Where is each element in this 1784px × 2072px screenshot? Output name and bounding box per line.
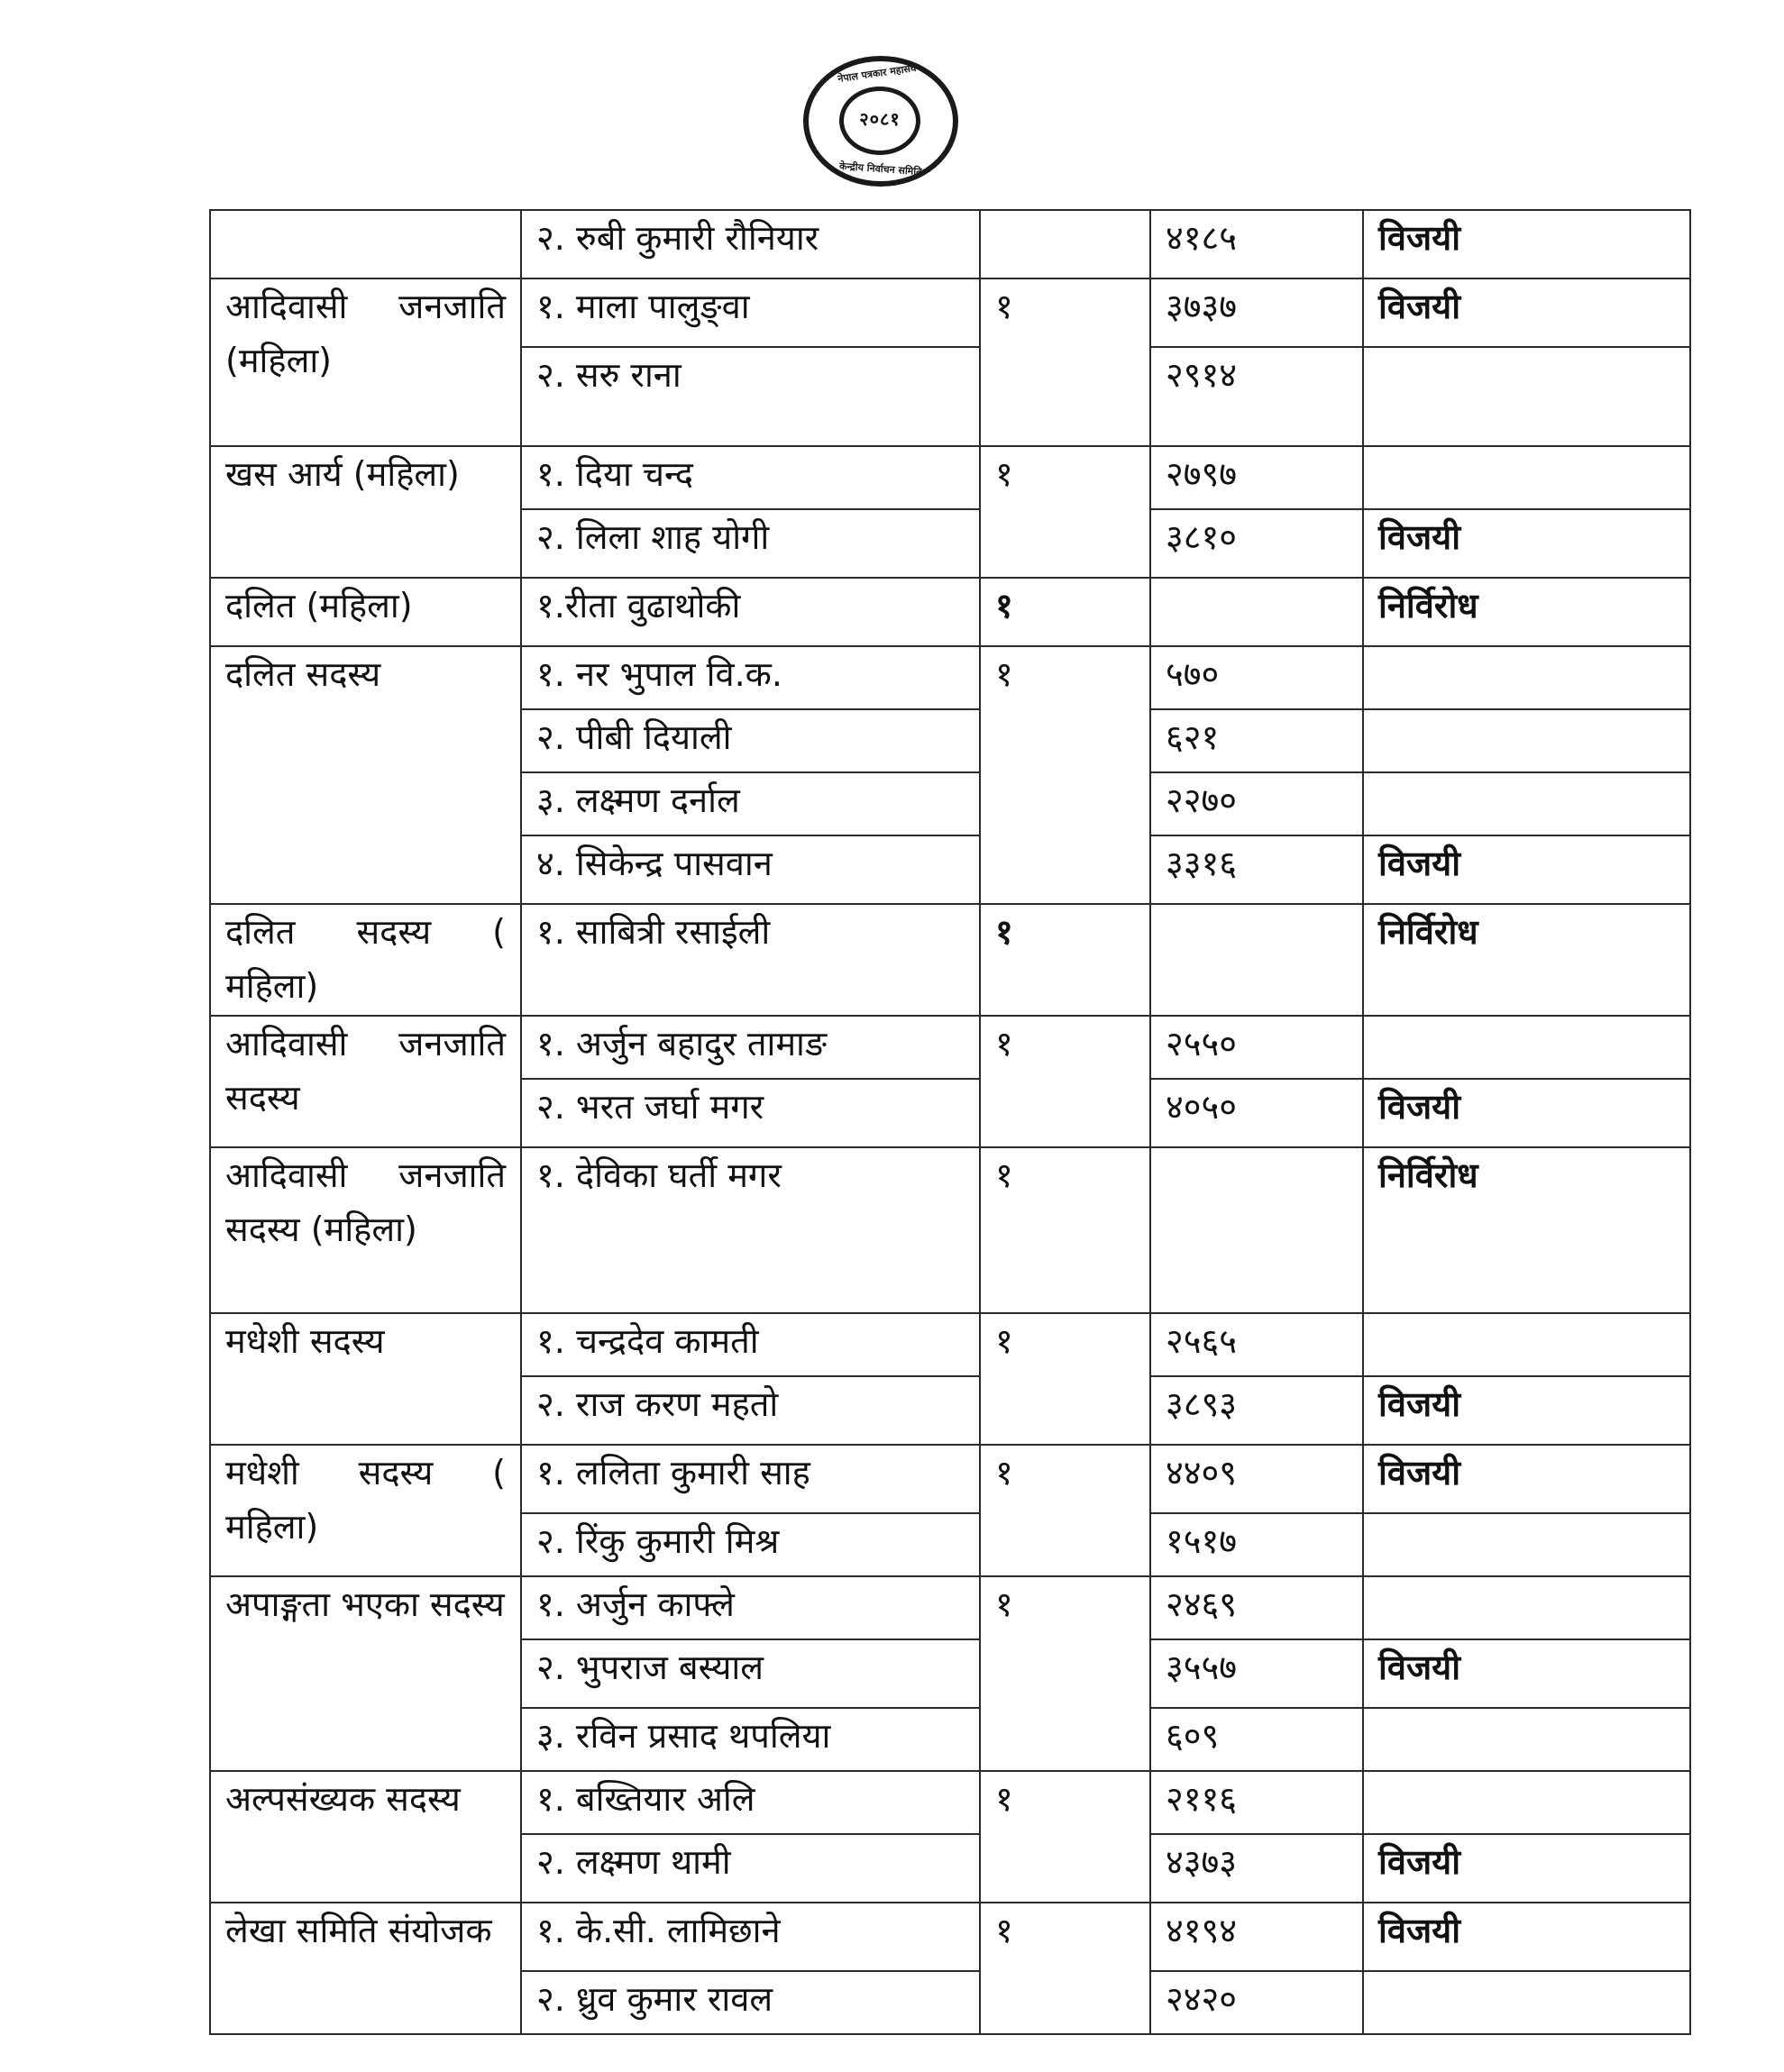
category-cell: आदिवासी जनजाति सदस्य xyxy=(210,1016,521,1147)
table-row xyxy=(210,578,1690,646)
candidate-name: २. रिंकु कुमारी मिश्र xyxy=(521,1513,980,1576)
table-row xyxy=(210,904,1690,1016)
vote-count: ६२१ xyxy=(1150,709,1363,772)
candidate-name: १. बख्तियार अलि xyxy=(521,1771,980,1834)
result-status xyxy=(1363,709,1690,772)
table-row xyxy=(210,1771,1690,1834)
vote-count xyxy=(1150,578,1363,646)
seats-cell: १ xyxy=(980,1445,1150,1576)
vote-count: ४१८५ xyxy=(1150,210,1363,278)
vote-count: २२७० xyxy=(1150,772,1363,835)
table-row xyxy=(210,210,1690,278)
vote-count: ४३७३ xyxy=(1150,1834,1363,1903)
candidate-name: २. राज करण महतो xyxy=(521,1376,980,1445)
result-status xyxy=(1363,347,1690,446)
vote-count: ४०५० xyxy=(1150,1079,1363,1147)
candidate-name: २. लिला शाह योगी xyxy=(521,509,980,578)
candidate-name: १. दिया चन्द xyxy=(521,446,980,509)
seal-arc-text-top: नेपाल पत्रकार महासंघ xyxy=(837,61,918,86)
vote-count xyxy=(1150,1147,1363,1313)
category-cell: मधेशी सदस्य xyxy=(210,1313,521,1445)
table-row xyxy=(210,1147,1690,1313)
category-cell: आदिवासी जनजाति सदस्य (महिला) xyxy=(210,1147,521,1313)
candidate-name: २. सरु राना xyxy=(521,347,980,446)
table-row xyxy=(210,1445,1690,1513)
vote-count: २५५० xyxy=(1150,1016,1363,1079)
seats-cell: १ xyxy=(980,1016,1150,1147)
category-cell: अल्पसंख्यक सदस्य xyxy=(210,1771,521,1903)
category-cell xyxy=(210,210,521,278)
candidate-name: २. पीबी दियाली xyxy=(521,709,980,772)
result-status xyxy=(1363,1513,1690,1576)
vote-count: १५१७ xyxy=(1150,1513,1363,1576)
category-cell: दलित (महिला) xyxy=(210,578,521,646)
seats-cell: १ xyxy=(980,1771,1150,1903)
candidate-name: १. साबित्री रसाईली xyxy=(521,904,980,1016)
vote-count xyxy=(1150,904,1363,1016)
vote-count: ४१९४ xyxy=(1150,1903,1363,1971)
result-status xyxy=(1363,1708,1690,1771)
result-status xyxy=(1363,1576,1690,1639)
table-row xyxy=(210,646,1690,709)
vote-count: ३८९३ xyxy=(1150,1376,1363,1445)
table-row xyxy=(210,278,1690,347)
election-committee-seal xyxy=(803,56,958,187)
category-cell: लेखा समिति संयोजक xyxy=(210,1903,521,2034)
seats-cell: १ xyxy=(980,1576,1150,1771)
candidate-name: ४. सिकेन्द्र पासवान xyxy=(521,835,980,904)
candidate-name: ३. लक्ष्मण दर्नाल xyxy=(521,772,980,835)
vote-count: ५७० xyxy=(1150,646,1363,709)
vote-count: ४४०९ xyxy=(1150,1445,1363,1513)
result-status xyxy=(1363,772,1690,835)
result-status xyxy=(1363,1016,1690,1079)
seal-year: २०८१ xyxy=(859,108,901,130)
category-cell: दलित सदस्य ( महिला) xyxy=(210,904,521,1016)
seats-cell: १ xyxy=(980,578,1150,646)
result-status: निर्विरोध xyxy=(1363,904,1690,1016)
candidate-name: १. अर्जुन काफ्ले xyxy=(521,1576,980,1639)
seats-cell: १ xyxy=(980,646,1150,904)
vote-count: ३८१० xyxy=(1150,509,1363,578)
result-status: विजयी xyxy=(1363,278,1690,347)
candidate-name: २. भुपराज बस्याल xyxy=(521,1639,980,1708)
seats-cell: १ xyxy=(980,278,1150,446)
result-status xyxy=(1363,646,1690,709)
table-row xyxy=(210,446,1690,509)
seats-cell: १ xyxy=(980,1903,1150,2034)
candidate-name: २. ध्रुव कुमार रावल xyxy=(521,1971,980,2034)
candidate-name: १. देविका घर्ती मगर xyxy=(521,1147,980,1313)
result-status: विजयी xyxy=(1363,1903,1690,1971)
category-cell: अपाङ्गता भएका सदस्य xyxy=(210,1576,521,1771)
vote-count: २४६९ xyxy=(1150,1576,1363,1639)
seal-arc-text-bottom: केन्द्रीय निर्वाचन समिति xyxy=(838,160,922,178)
seats-cell: १ xyxy=(980,1313,1150,1445)
category-cell: दलित सदस्य xyxy=(210,646,521,904)
category-cell: मधेशी सदस्य ( महिला) xyxy=(210,1445,521,1576)
candidate-name: २. भरत जर्घा मगर xyxy=(521,1079,980,1147)
candidate-name: १. के.सी. लामिछाने xyxy=(521,1903,980,1971)
result-status: निर्विरोध xyxy=(1363,1147,1690,1313)
result-status: विजयी xyxy=(1363,509,1690,578)
candidate-name: १. माला पालुङ्वा xyxy=(521,278,980,347)
result-status: विजयी xyxy=(1363,1639,1690,1708)
candidate-name: २. लक्ष्मण थामी xyxy=(521,1834,980,1903)
seats-cell: १ xyxy=(980,1147,1150,1313)
result-status xyxy=(1363,446,1690,509)
vote-count: ३३१६ xyxy=(1150,835,1363,904)
result-status: विजयी xyxy=(1363,210,1690,278)
result-status: विजयी xyxy=(1363,835,1690,904)
seats-cell: १ xyxy=(980,446,1150,578)
result-status: निर्विरोध xyxy=(1363,578,1690,646)
candidate-name: ३. रविन प्रसाद थपलिया xyxy=(521,1708,980,1771)
category-cell: आदिवासी जनजाति (महिला) xyxy=(210,278,521,446)
candidate-name: १. ललिता कुमारी साह xyxy=(521,1445,980,1513)
result-status xyxy=(1363,1771,1690,1834)
candidate-name: १.रीता वुढाथोकी xyxy=(521,578,980,646)
vote-count: २११६ xyxy=(1150,1771,1363,1834)
seats-cell: १ xyxy=(980,904,1150,1016)
table-row xyxy=(210,1313,1690,1376)
result-status: विजयी xyxy=(1363,1834,1690,1903)
candidate-name: २. रुबी कुमारी रौनियार xyxy=(521,210,980,278)
candidate-name: १. नर भुपाल वि.क. xyxy=(521,646,980,709)
result-status: विजयी xyxy=(1363,1445,1690,1513)
table-row xyxy=(210,1903,1690,1971)
result-status: विजयी xyxy=(1363,1079,1690,1147)
candidate-name: १. अर्जुन बहादुर तामाङ xyxy=(521,1016,980,1079)
table-row xyxy=(210,1016,1690,1079)
vote-count: २५६५ xyxy=(1150,1313,1363,1376)
vote-count: ३७३७ xyxy=(1150,278,1363,347)
vote-count: २९१४ xyxy=(1150,347,1363,446)
table-row xyxy=(210,1576,1690,1639)
vote-count: २४२० xyxy=(1150,1971,1363,2034)
candidate-name: १. चन्द्रदेव कामती xyxy=(521,1313,980,1376)
vote-count: ३५५७ xyxy=(1150,1639,1363,1708)
result-status xyxy=(1363,1971,1690,2034)
result-status: विजयी xyxy=(1363,1376,1690,1445)
election-results-table xyxy=(209,209,1691,2035)
category-cell: खस आर्य (महिला) xyxy=(210,446,521,578)
result-status xyxy=(1363,1313,1690,1376)
seats-cell xyxy=(980,210,1150,278)
vote-count: २७९७ xyxy=(1150,446,1363,509)
vote-count: ६०९ xyxy=(1150,1708,1363,1771)
